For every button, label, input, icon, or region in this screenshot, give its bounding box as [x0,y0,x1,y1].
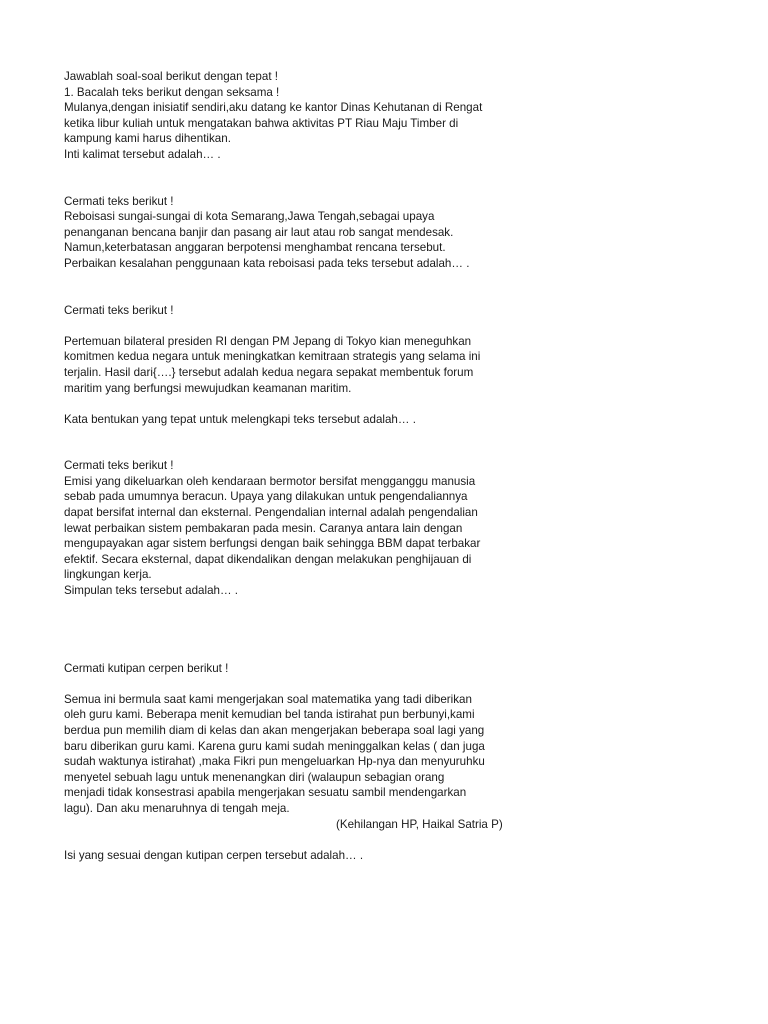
q5-line: berdua pun memilih diam di kelas dan akan mengerjakan beberapa soal lagi yang [64,724,485,737]
q1-line: kampung kami harus dihentikan. [64,132,231,146]
q1-line: Mulanya,dengan inisiatif sendiri,aku datang ke kantor Dinas Kehutanan di Rengat [64,101,483,115]
q5-line: lagu). Dan aku menaruhnya di tengah meja. [64,801,290,815]
q5-line: sudah waktunya istirahat) ,maka Fikri pun mengeluarkan Hp-nya dan menyuruhku [64,755,485,769]
q4-question: Simpulan teks tersebut adalah… . [64,584,239,598]
q5-line: Semua ini bermula saat kami mengerjakan soal matematika yang tadi diberikan [64,692,472,706]
q3-line: komitmen kedua negara untuk meningkatkan kemitraan strategis yang selama ini [64,350,481,364]
q3-heading: Cermati teks berikut ! [64,303,174,317]
q2-question: Perbaikan kesalahan penggunaan kata reboisasi pada teks tersebut adalah… . [64,256,470,270]
q5-line: oleh guru kami. Beberapa menit kemudian bel tanda istirahat pun berbunyi,kami [64,708,475,722]
q4-line: lewat perbaikan sistem pembakaran pada mesin. Caranya antara lain dengan [64,521,463,535]
q3-question: Kata bentukan yang tepat untuk melengkapi teks tersebut adalah… . [64,412,416,426]
question-2 [64,194,544,272]
q5-question: Isi yang sesuai dengan kutipan cerpen tersebut adalah… . [64,848,364,862]
q4-heading: Cermati teks berikut ! [64,459,174,473]
story-source: (Kehilangan HP, Haikal Satria P) [336,817,503,831]
question-1 [64,69,544,163]
q5-line: menjadi tidak konsestrasi apabila mengerjakan sesuatu sambil mendengarkan [64,786,467,800]
q5-heading: Cermati kutipan cerpen berikut ! [64,661,229,675]
q5-line: baru diberikan guru kami. Karena guru kami sudah meninggalkan kelas ( dan juga [64,739,485,753]
q5-line: menyetel sebuah lagu untuk menenangkan diri (walaupun sebagian orang [64,770,445,784]
q3-line: Pertemuan bilateral presiden RI dengan PM Jepang di Tokyo kian meneguhkan [64,334,472,348]
q4-line: sebab pada umumnya beracun. Upaya yang dilakukan untuk pengendaliannya [64,490,468,504]
q1-line: 1. Bacalah teks berikut dengan seksama ! [64,85,280,99]
q2-line: Reboisasi sungai-sungai di kota Semarang,Jawa Tengah,sebagai upaya [64,210,435,224]
document-body [64,69,544,863]
q2-heading: Cermati teks berikut ! [64,194,174,208]
question-4 [64,458,544,598]
q2-line: penanganan bencana banjir dan pasang air laut atau rob sangat mendesak. [64,225,454,239]
q1-line: ketika libur kuliah untuk mengatakan bahwa aktivitas PT Riau Maju Timber di [64,116,459,130]
instruction-text: Jawablah soal-soal berikut dengan tepat ! [64,70,278,83]
q4-line: Emisi yang dikeluarkan oleh kendaraan bermotor bersifat mengganggu manusia [64,474,476,488]
question-3 [64,303,544,428]
q2-line: Namun,keterbatasan anggaran berpotensi menghambat rencana tersebut. [64,241,446,255]
q4-line: dapat bersifat internal dan eksternal. Pengendalian internal adalah pengendalian [64,506,478,520]
q3-line: maritim yang berfungsi mewujudkan keamanan maritim. [64,381,352,395]
q3-line: terjalin. Hasil dari{….} tersebut adalah kedua negara sepakat membentuk forum [64,365,474,379]
q4-line: mengupayakan agar sistem berfungsi dengan baik sehingga BBM dapat terbakar [64,537,481,551]
question-5 [64,661,544,864]
q4-line: lingkungan kerja. [64,568,152,582]
q1-question: Inti kalimat tersebut adalah… . [64,147,221,161]
q4-line: efektif. Secara eksternal, dapat dikendalikan dengan melakukan penghijauan di [64,552,472,566]
